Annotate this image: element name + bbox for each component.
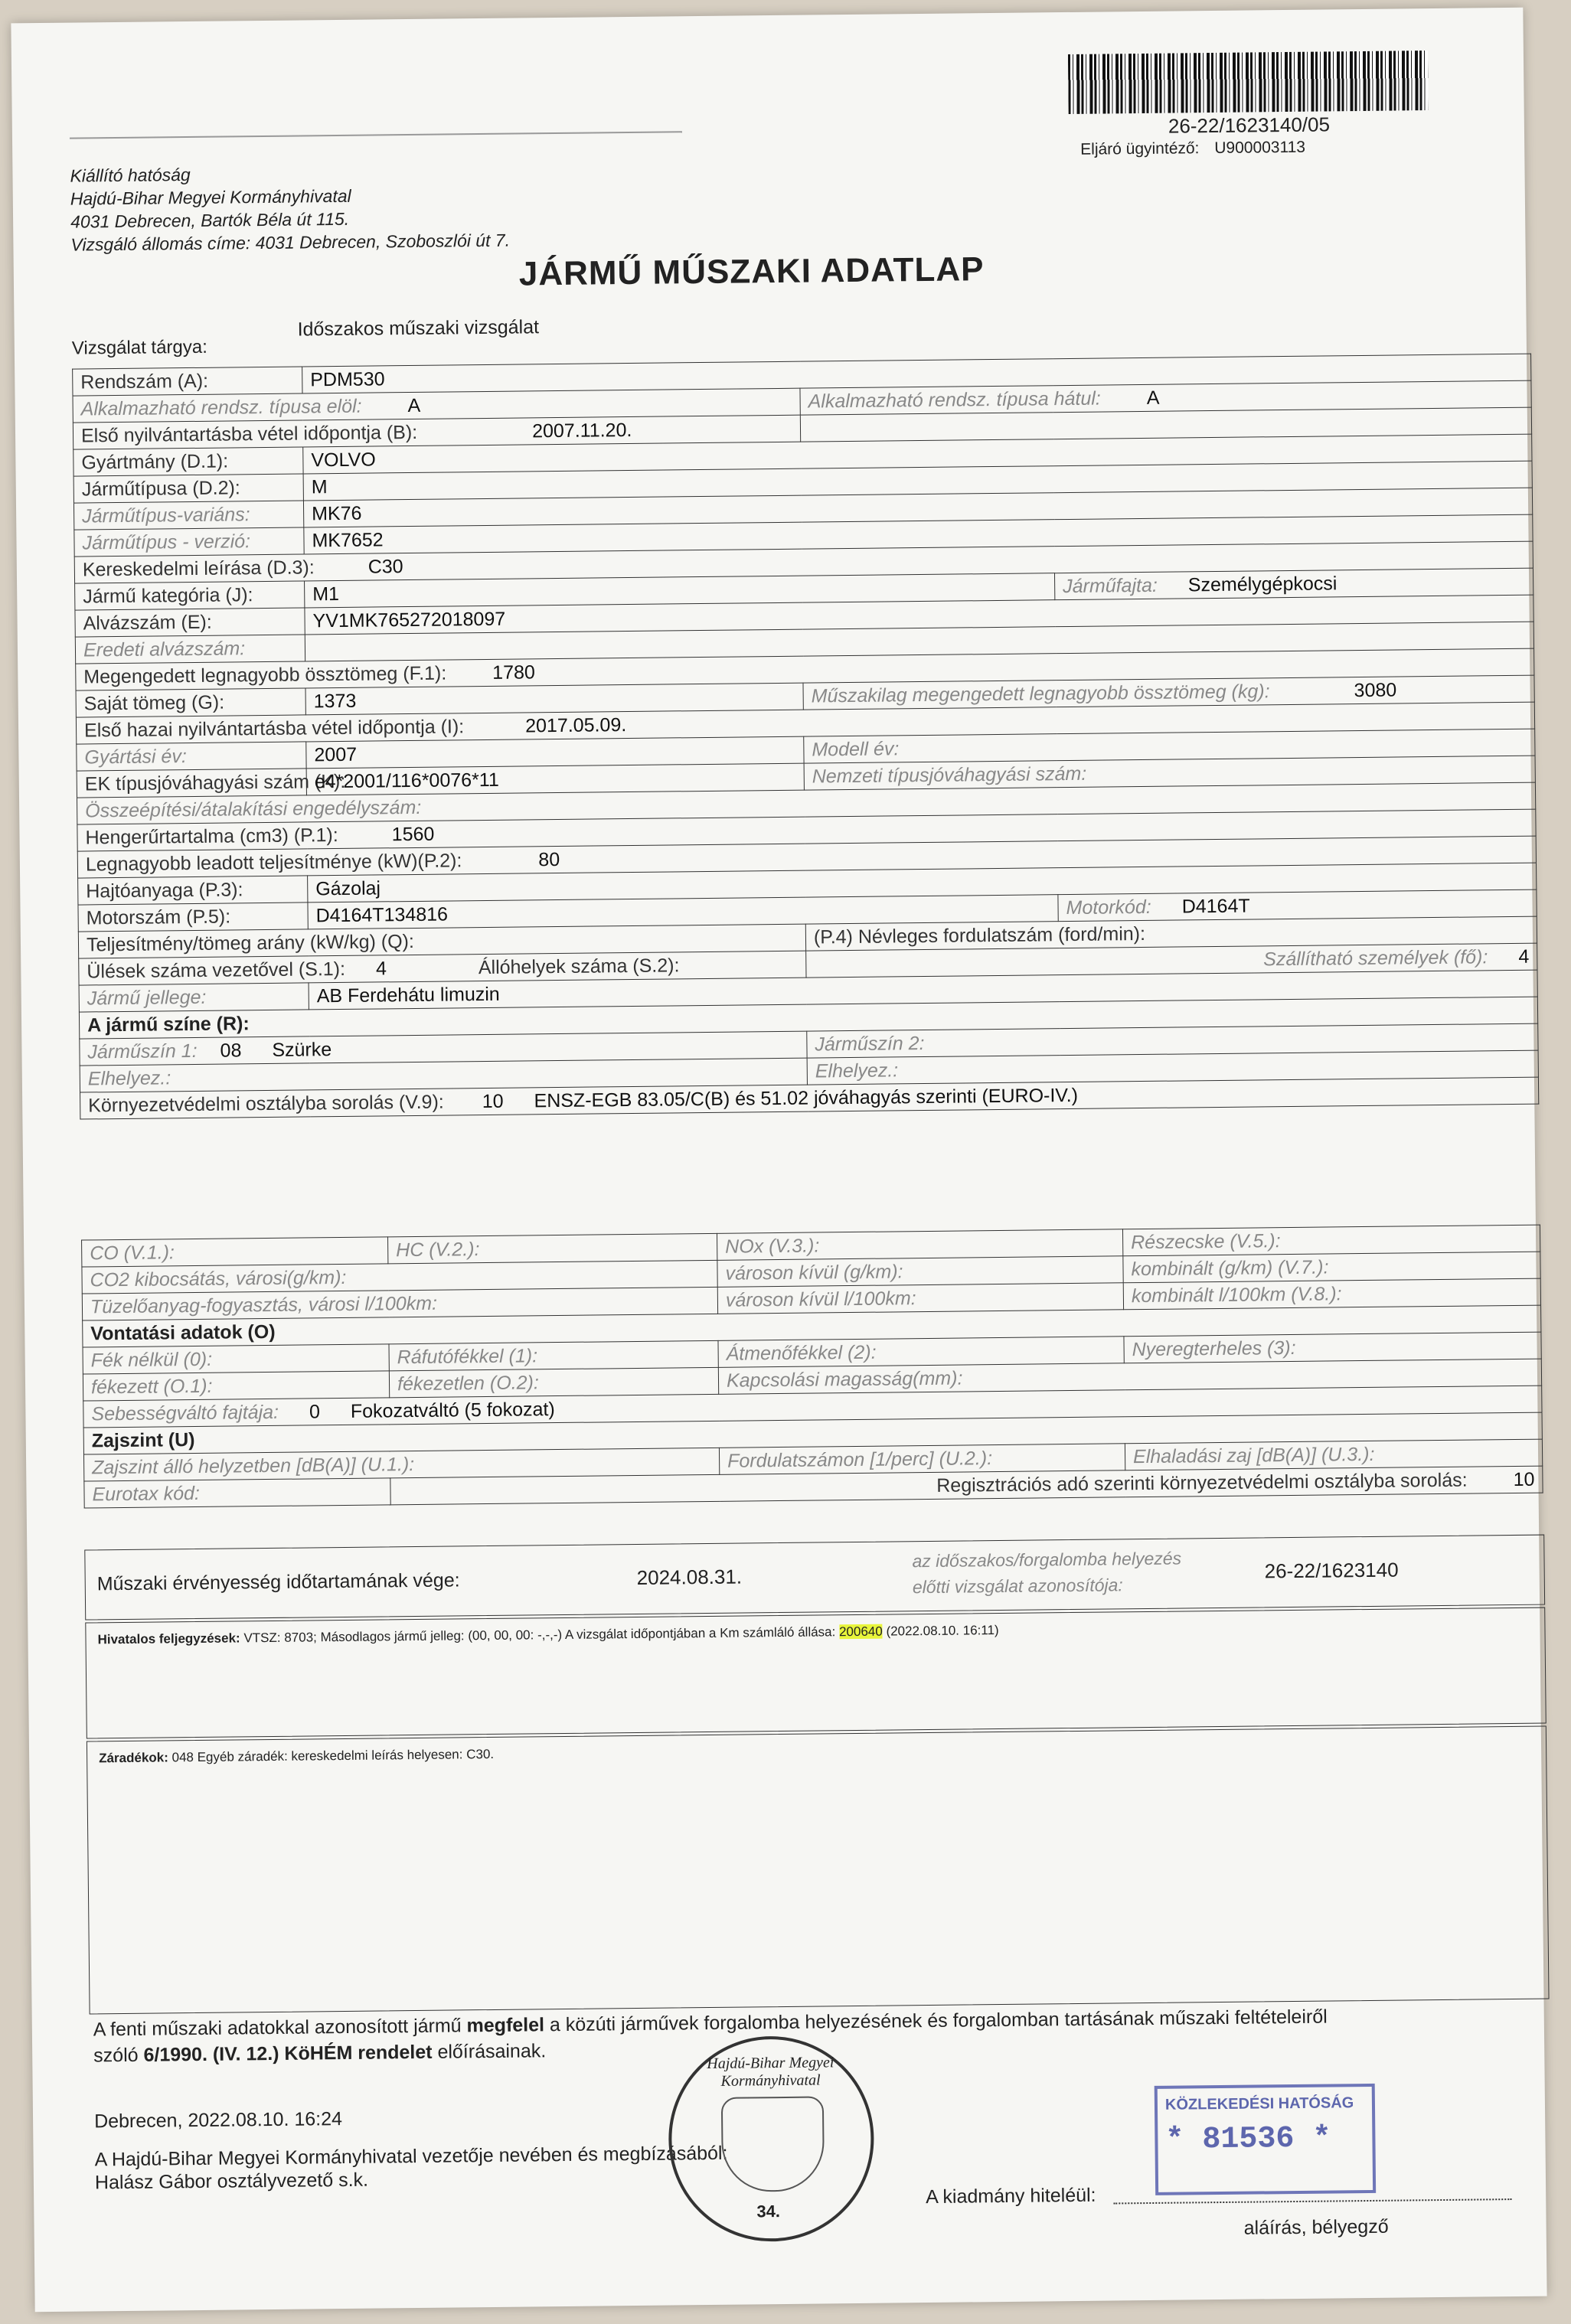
signature-line [1113, 2198, 1511, 2204]
clerk-line [1080, 139, 1305, 159]
plate-value: PDM530 [302, 354, 1531, 393]
noise-title: Zajszint (U) [83, 1412, 1542, 1454]
fuel-city-label: Tüzelőanyag-fogyasztás, városi l/100km: [82, 1287, 717, 1320]
barcode [1068, 51, 1429, 114]
issuer-name: Hajdú-Bihar Megyei Kormányhivatal [70, 185, 351, 209]
km-time: (2022.08.10. 16:11) [886, 1623, 999, 1639]
tow-title: Vontatási adatok (O) [83, 1305, 1541, 1347]
issuer-label: Kiállító hatóság [70, 164, 191, 186]
stamp-title: KÖZLEKEDÉSI HATÓSÁG [1164, 2094, 1354, 2113]
noise-stand-label: Zajszint álló helyzetben [dB(A)] (U.1.): [83, 1448, 719, 1481]
seats-value: 4 [375, 957, 387, 979]
power-value: 80 [538, 848, 560, 870]
rpm-label: (P.4) Névleges fordulatszám (ford/min): [805, 916, 1537, 951]
subject-value: Időszakos műszaki vizsgálat [297, 316, 540, 341]
year-label: Gyártási év: [77, 742, 306, 771]
first-reg-label: Első nyilvántartásba vétel időpontja (B): [80, 421, 418, 446]
official-notes-text: VTSZ: 8703; Másodlagos jármű jelleg: (00, 00, 00: -,-,-) A vizsgálat időpontjában a Km számláló állása: [243, 1624, 836, 1646]
place-date: Debrecen, 2022.08.10. 16:24 [93, 2108, 343, 2133]
fuel-value: Gázolaj [308, 863, 1537, 903]
conformity-2b: 6/1990. (IV. 12.) KöHÉM rendelet [143, 2041, 433, 2066]
tow-unbraked-label: Fék nélkül (0): [83, 1344, 389, 1374]
clauses-label: Záradékok: [99, 1750, 168, 1766]
issuer-block [70, 160, 510, 256]
color2-label: Járműszín 2: [807, 1023, 1538, 1058]
env-class-desc: ENSZ-EGB 83.05/C(B) és 51.02 jóváhagyás szerinti (EURO-IV.) [534, 1084, 1079, 1111]
clauses-box [87, 1726, 1550, 2015]
stamp-number: * 81536 * [1165, 2121, 1331, 2158]
station-label: Vizsgáló állomás címe: [70, 233, 251, 255]
trade-desc-value: C30 [367, 555, 403, 578]
emission-table [81, 1225, 1543, 1509]
tow-braked-label: fékezett (O.1): [83, 1371, 389, 1401]
body-label: Jármű jellege: [79, 983, 309, 1012]
engine-code-value: D4164T [1181, 895, 1250, 917]
signer-name: Halász Gábor osztályvezető s.k. [94, 2169, 369, 2194]
validity-label: Műszaki érvényesség időtartamának vége: [96, 1569, 460, 1595]
type-label: Járműtípusa (D.2): [73, 474, 303, 503]
clauses-line [99, 1747, 494, 1766]
variant-label: Járműtípus-variáns: [73, 501, 303, 530]
reg-env-label: Regisztrációs adó szerinti környezetvédelmi osztályba sorolás: [936, 1469, 1468, 1497]
issuer-address: 4031 Debrecen, Bartók Béla út 115. [70, 208, 350, 232]
conformity-bold: megfelel [466, 2014, 545, 2037]
seal-text: Hajdú-Bihar Megyei Kormányhivatal [707, 2054, 834, 2090]
subject-label: Vizsgálat tárgya: [71, 336, 207, 359]
official-seal [668, 2035, 875, 2243]
engine-no-value: D4164T134816 [308, 895, 1058, 929]
official-notes-label: Hivatalos feljegyzések: [97, 1630, 240, 1647]
color1-code: 08 [220, 1039, 242, 1062]
conformity-1b: a közúti járművek forgalomba helyezésének és forgalomban tartásának műszaki feltételeiről [549, 2006, 1328, 2036]
conformity-2a: szóló [93, 2044, 139, 2067]
conformity-2c: előírásainak. [437, 2040, 547, 2063]
tech-mass-label: Műszakilag megengedett legnagyobb össztömeg (kg): [811, 680, 1270, 707]
clauses-text: 048 Egyéb záradék: kereskedelmi leírás helyesen: C30. [171, 1746, 495, 1765]
vin-value: YV1MK765272018097 [305, 595, 1533, 635]
noise-pass-label: Elhaladási zaj [dB(A)] (U.3.): [1125, 1439, 1542, 1470]
color1-label: Járműszín 1: [87, 1040, 198, 1062]
document-sheet [11, 8, 1547, 2313]
own-mass-label: Saját tömeg (G): [76, 688, 305, 717]
make-label: Gyártmány (D.1): [73, 447, 303, 476]
year-value: 2007 [306, 736, 804, 769]
clerk-id: U900003113 [1214, 138, 1306, 157]
tech-mass-value: 3080 [1354, 679, 1397, 701]
coat-of-arms-icon [721, 2096, 825, 2192]
fuel-label: Hajtóanyaga (P.3): [78, 876, 308, 905]
color1-name: Szürke [272, 1038, 332, 1061]
nox-label: NOx (V.3.): [717, 1229, 1123, 1261]
env-class-label: Környezetvédelmi osztályba sorolás (V.9): [88, 1091, 444, 1116]
kind-value: Személygépkocsi [1187, 572, 1337, 596]
version-value: MK7652 [304, 514, 1533, 554]
kind-label: Járműfajta: [1063, 574, 1158, 597]
variant-value: MK76 [303, 488, 1532, 527]
co2-out-label: városon kívül (g/km): [717, 1256, 1123, 1288]
persons-label: Szállítható személyek (fő): [1263, 945, 1488, 970]
gearbox-label: Sebességváltó fajtája: [91, 1401, 279, 1425]
assembly-permit-label: Összeépítési/átalakítási engedélyszám: [77, 782, 1535, 824]
displacement-value: 1560 [391, 823, 435, 845]
fuel-comb-label: kombinált l/100km (V.8.): [1123, 1278, 1540, 1310]
gearbox-value: 0 [309, 1400, 321, 1422]
certify-label: A kiadmány hiteléül: [926, 2184, 1096, 2208]
validity-value: 2024.08.31. [636, 1565, 743, 1589]
prev-label-1: az időszakos/forgalomba helyezés [912, 1548, 1182, 1572]
place1-label: Elhelyez.: [80, 1058, 807, 1092]
official-notes-box [85, 1608, 1546, 1739]
authority-stamp [1155, 2084, 1376, 2195]
make-value: VOLVO [303, 434, 1532, 474]
body-value: AB Ferdehátu limuzin [309, 970, 1537, 1010]
plate-label: Rendszám (A): [73, 367, 302, 396]
header-rule [70, 131, 682, 139]
gearbox-desc: Fokozatváltó (5 fokozat) [350, 1398, 555, 1422]
ec-approval-label: EK típusjóváhagyási szám (K): [77, 769, 306, 798]
barcode-number: 26-22/1623140/05 [1168, 113, 1331, 138]
trade-desc-label: Kereskedelmi leírása (D.3): [82, 556, 315, 580]
station-address: 4031 Debrecen, Szoboszlói út 7. [255, 230, 511, 253]
eurotax-label: Eurotax kód: [84, 1478, 390, 1508]
first-hu-reg-value: 2017.05.09. [525, 713, 627, 736]
first-reg-value: 2007.11.20. [531, 419, 632, 442]
seats-label: Ülések száma vezetővel (S.1): [87, 958, 346, 982]
category-label: Jármű kategória (J): [75, 581, 305, 610]
own-mass-value: 1373 [305, 683, 803, 715]
max-mass-value: 1780 [492, 661, 535, 684]
prev-test-label [912, 1546, 1181, 1601]
station-line [70, 229, 510, 256]
plate-front-value: A [407, 394, 421, 416]
validity-box [84, 1535, 1545, 1621]
power-ratio-label: Teljesítmény/tömeg arány (kW/kg) (Q): [78, 924, 805, 958]
color-title: A jármű színe (R): [79, 997, 1537, 1039]
prev-label-2: előtti vizsgálat azonosítója: [912, 1575, 1123, 1598]
data-table [72, 354, 1539, 1120]
type-value: M [303, 461, 1532, 501]
official-notes-line [97, 1623, 998, 1647]
persons-value: 4 [1518, 945, 1530, 968]
nat-approval-label: Nemzeti típusjóváhagyási szám: [804, 756, 1535, 790]
fuel-out-label: városon kívül l/100km: [717, 1283, 1123, 1314]
conformity-1a: A fenti műszaki adatokkal azonosított jármű [93, 2015, 462, 2041]
category-value: M1 [305, 573, 1055, 608]
place2-label: Elhelyez.: [807, 1050, 1538, 1085]
ec-approval-value: e4*2001/116*0076*11 [306, 763, 804, 795]
version-label: Járműtípus - verzió: [74, 527, 304, 557]
env-class-value: 10 [482, 1090, 504, 1112]
clerk-label: Eljáró ügyintéző: [1080, 139, 1200, 158]
plate-front-label: Alkalmazható rendsz. típusa elöl: [80, 395, 362, 419]
co-label: CO (V.1.): [82, 1237, 388, 1267]
coupling-label: Kapcsolási magasság(mm): [718, 1359, 1541, 1394]
co2-city-label: CO2 kibocsátás, városi(g/km): [82, 1260, 717, 1294]
authority-line: A Hajdú-Bihar Megyei Kormányhivatal vezetője nevében és megbízásából: [94, 2142, 728, 2171]
engine-code-label: Motorkód: [1066, 896, 1151, 919]
power-label: Legnagyobb leadott teljesítménye (kW)(P.2): [85, 849, 462, 875]
displacement-label: Hengerűrtartalma (cm3) (P.1): [85, 824, 338, 848]
max-mass-label: Megengedett legnagyobb össztömeg (F.1): [83, 662, 447, 687]
plate-rear-value: A [1146, 387, 1160, 409]
prev-test-value: 26-22/1623140 [1264, 1558, 1399, 1583]
page-title: JÁRMŰ MŰSZAKI ADATLAP [518, 250, 985, 293]
orig-vin-label: Eredeti alvázszám: [75, 635, 305, 664]
plate-rear-label: Alkalmazható rendsz. típusa hátul: [808, 387, 1101, 413]
first-hu-reg-label: Első hazai nyilvántartásba vétel időpontja (I): [83, 715, 465, 741]
tow-overrun-label: Ráfutófékkel (1): [389, 1340, 718, 1371]
standing-label: Állóhelyek száma (S.2): [478, 954, 680, 978]
hc-label: HC (V.2.): [388, 1233, 717, 1264]
seal-number: 34. [756, 2202, 781, 2221]
noise-rpm-label: Fordulatszámon [1/perc] (U.2.): [719, 1444, 1125, 1475]
km-reading: 200640 [838, 1624, 883, 1640]
reg-env-value: 10 [1513, 1468, 1535, 1490]
tow-saddle-label: Nyeregterheles (3): [1124, 1332, 1541, 1363]
particle-label: Részecske (V.5.): [1122, 1225, 1540, 1256]
tow-trans-label: Átmenőfékkel (2): [718, 1337, 1124, 1368]
co2-comb-label: kombinált (g/km) (V.7.): [1123, 1252, 1540, 1283]
vin-label: Alvázszám (E): [75, 608, 305, 637]
engine-no-label: Motorszám (P.5): [78, 903, 308, 932]
signature-label: aláírás, bélyegző [1243, 2215, 1389, 2239]
model-year-label: Modell év: [804, 729, 1535, 763]
tow-unbraked2-label: fékezetlen (O.2): [389, 1367, 718, 1398]
